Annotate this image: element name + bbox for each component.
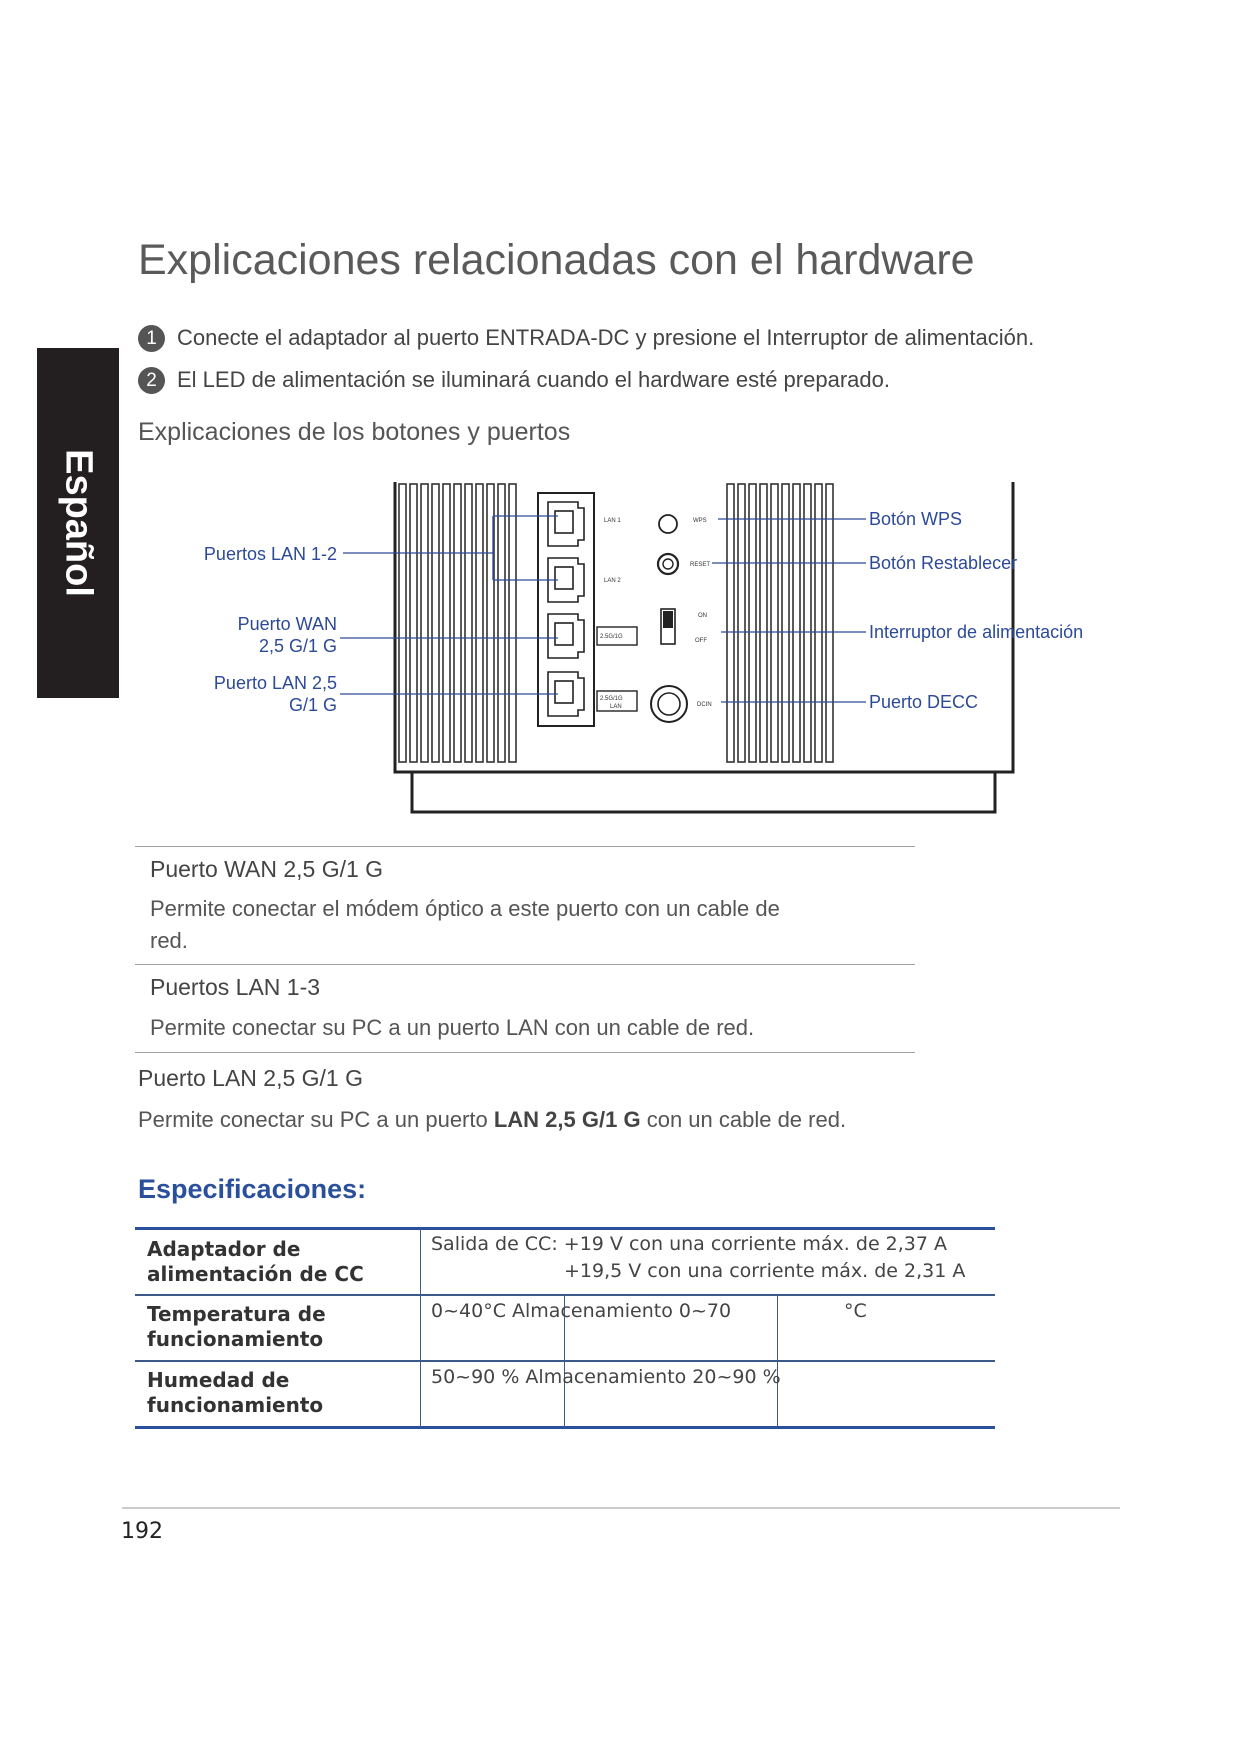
dcin-device-label: DCIN xyxy=(697,702,712,708)
router-back-panel-diagram xyxy=(0,0,1241,850)
wan-speed-badge xyxy=(597,627,637,645)
ethernet-ports xyxy=(548,502,584,716)
divider xyxy=(135,846,915,847)
spec-row-2-value-unit: °C xyxy=(483,1300,506,1322)
spec-row-2-label-line-2: funcionamiento xyxy=(147,1327,324,1351)
port-wan-desc-line-2: red. xyxy=(150,928,188,953)
right-vent-slats xyxy=(727,484,833,762)
spec-row-3-label-line-1: Humedad de xyxy=(147,1368,290,1392)
callout-power-switch: Interruptor de alimentación xyxy=(869,622,1084,642)
spec-row-2-label-line-1: Temperatura de xyxy=(147,1302,326,1326)
page-number: 192 xyxy=(121,1519,163,1544)
spec-row-1-label xyxy=(147,1237,364,1287)
step-1-text: Conecte el adaptador al puerto ENTRADA-DC y presione el Interruptor de alimentación. xyxy=(177,325,1035,351)
callout-lan25-line-1: Puerto LAN 2,5 xyxy=(213,673,337,693)
on-device-label: ON xyxy=(698,613,707,619)
spec-row-1-label-line-1: Adaptador de xyxy=(147,1237,301,1261)
table-column-divider xyxy=(420,1227,421,1429)
spec-row-3-value-1: 50~90 % xyxy=(431,1366,520,1388)
step-2-number-icon: 2 xyxy=(138,367,165,394)
spec-row-2-value-2: Almacenamiento 0~70 xyxy=(512,1300,732,1322)
page-title: Explicaciones relacionadas con el hardware xyxy=(138,236,975,284)
callout-wps: Botón WPS xyxy=(869,509,963,529)
lan-badge-text-1: 2.5G/1G xyxy=(600,696,623,702)
lan-badge-text-2: LAN xyxy=(610,704,622,710)
table-bottom-border xyxy=(135,1426,995,1429)
port-lan-25-desc-post: con un cable de red. xyxy=(646,1107,847,1132)
buttons-ports-subheading: Explicaciones de los botones y puertos xyxy=(138,418,571,446)
callout-lan25-line-2: G/1 G xyxy=(288,695,337,715)
reset-button-icon xyxy=(658,554,678,574)
port-lan-25-desc-bold: LAN 2,5 G/1 G xyxy=(493,1107,641,1132)
reset-device-label: RESET xyxy=(690,562,711,568)
table-row-divider xyxy=(135,1360,995,1362)
off-device-label: OFF xyxy=(695,638,707,644)
divider xyxy=(135,964,915,965)
spec-row-3-label xyxy=(147,1368,323,1418)
wan-badge-text: 2.5G/1G xyxy=(600,634,623,640)
table-row-divider xyxy=(135,1294,995,1296)
spec-row-2-label xyxy=(147,1302,326,1352)
lan-speed-badge xyxy=(597,691,637,711)
callout-wan-line-1: Puerto WAN xyxy=(237,614,337,634)
port-wan-description xyxy=(150,893,780,957)
left-vent-slats xyxy=(399,484,516,762)
port-lan-25-desc-pre: Permite conectar su PC a un puerto xyxy=(138,1107,488,1132)
lan1-device-label: LAN 1 xyxy=(604,518,621,524)
ethernet-port-icon xyxy=(548,614,584,658)
specs-table xyxy=(135,1227,995,1433)
table-column-divider xyxy=(777,1296,778,1429)
lan2-device-label: LAN 2 xyxy=(604,578,621,584)
specs-heading: Especificaciones: xyxy=(138,1174,367,1204)
power-switch-icon xyxy=(661,609,675,644)
port-lan-1-3-description: Permite conectar su PC a un puerto LAN con un cable de red. xyxy=(150,1015,755,1040)
spec-row-2-value-1: 0~40 xyxy=(431,1300,484,1322)
dc-in-port-icon xyxy=(651,686,687,722)
wps-device-label: WPS xyxy=(693,518,707,524)
port-lan-25-description xyxy=(138,1104,846,1136)
step-1-number-icon: 1 xyxy=(138,325,165,352)
table-top-border xyxy=(135,1227,995,1230)
callout-wan-line-2: 2,5 G/1 G xyxy=(258,636,337,656)
spec-row-1-value-2: +19,5 V con una corriente máx. de 2,31 A xyxy=(564,1260,966,1282)
port-lan-1-3-title: Puertos LAN 1-3 xyxy=(150,974,321,1000)
spec-row-3-value xyxy=(431,1366,781,1388)
spec-row-1-value-1: Salida de CC: +19 V con una corriente máx. de 2,37 A xyxy=(431,1233,948,1255)
divider xyxy=(135,1052,915,1053)
ethernet-port-icon xyxy=(548,502,584,546)
left-callout-lines xyxy=(340,516,558,694)
port-block xyxy=(538,493,594,726)
port-lan-25-title: Puerto LAN 2,5 G/1 G xyxy=(138,1065,364,1091)
spec-row-3-value-2: Almacenamiento 20~90 % xyxy=(525,1366,781,1388)
callout-dc-port: Puerto DECC xyxy=(869,692,979,712)
wps-button-icon xyxy=(659,515,677,533)
port-wan-desc-line-1: Permite conectar el módem óptico a este puerto con un cable de xyxy=(150,896,780,921)
port-wan-title: Puerto WAN 2,5 G/1 G xyxy=(150,856,384,882)
spec-row-2-value xyxy=(431,1300,731,1322)
footer-divider xyxy=(122,1507,1120,1509)
spec-row-2-value-3: °C xyxy=(844,1300,867,1322)
language-label: Español xyxy=(57,449,100,597)
step-2-text: El LED de alimentación se iluminará cuando el hardware esté preparado. xyxy=(177,367,890,393)
callout-lan-1-2: Puertos LAN 1-2 xyxy=(203,544,337,564)
spec-row-1-label-line-2: alimentación de CC xyxy=(147,1262,364,1286)
callout-reset: Botón Restablecer xyxy=(869,553,1018,573)
spec-row-3-label-line-2: funcionamiento xyxy=(147,1393,324,1417)
